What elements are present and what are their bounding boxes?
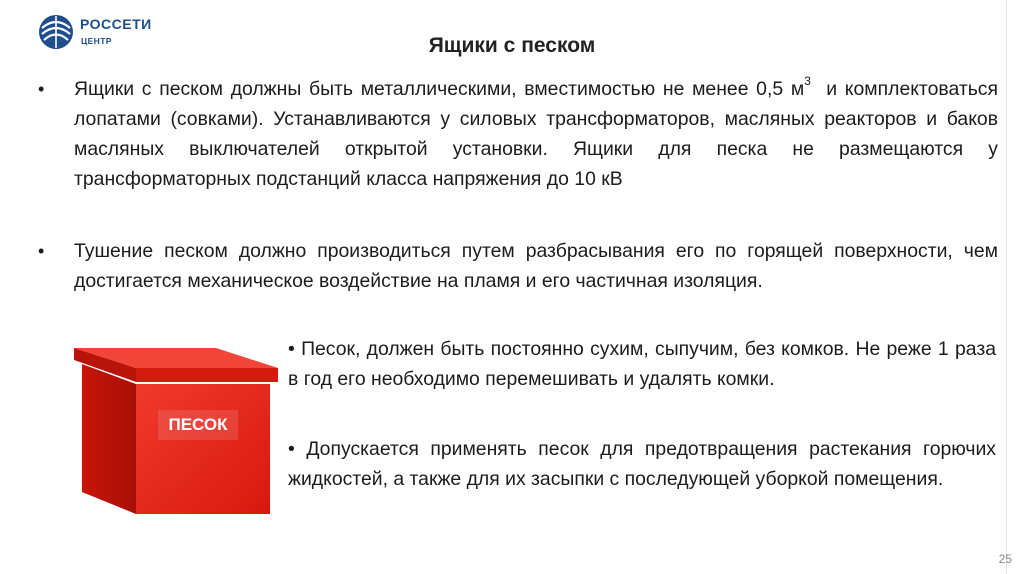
bullet-text	[288, 434, 996, 494]
bullet-text	[288, 334, 996, 394]
bullet-text-part: Песок, должен быть постоянно сухим, сыпучим, без комков. Не реже 1 раза в год его необходимо перемешивать и удалять комки.	[288, 338, 996, 390]
right-divider	[1006, 0, 1007, 574]
sand-box-label: ПЕСОК	[168, 415, 228, 434]
bullet-marker: •	[38, 79, 45, 99]
bullet-text-part: Ящики с песком должны быть металлическими, вместимостью не менее 0,5 м	[74, 78, 805, 100]
sand-box-drawing	[66, 334, 288, 530]
bullet-marker: •	[288, 338, 295, 360]
rosseti-emblem-icon	[38, 14, 74, 50]
bullet-item	[38, 73, 1004, 194]
bullet-marker: •	[38, 241, 45, 261]
bullet-marker: •	[288, 438, 295, 460]
bullet-item	[288, 334, 996, 394]
bullet-item	[288, 434, 996, 494]
bullet-item	[38, 236, 998, 296]
bullet-text-part: и комплектоваться лопатами (совками). Устанавливаются у силовых трансформаторов, масляных реакторов и баков масляных выключателей открытой установки. Ящики для песка не размещаются у трансформаторных подстанций класса напряжения до 10 кВ	[74, 78, 1004, 190]
slide-title: Ящики с песком	[428, 34, 596, 57]
bullet-text	[74, 73, 1004, 194]
superscript-cube: 3	[804, 73, 811, 88]
bullet-text: Тушение песком должно производиться путем разбрасывания его по горящей поверхности, чем достигается механическое воздействие на пламя и его частичная изоляция.	[74, 240, 998, 292]
bullet-text-part: Допускается применять песок для предотвращения растекания горючих жидкостей, а также для их засыпки с последующей уборкой помещения.	[288, 438, 997, 490]
sand-box-image	[66, 334, 288, 530]
logo-name: РОССЕТИ	[80, 16, 152, 32]
page-number: 25	[998, 552, 1012, 566]
logo-subtitle: ЦЕНТР	[81, 36, 112, 46]
rosseti-logo	[38, 14, 188, 54]
